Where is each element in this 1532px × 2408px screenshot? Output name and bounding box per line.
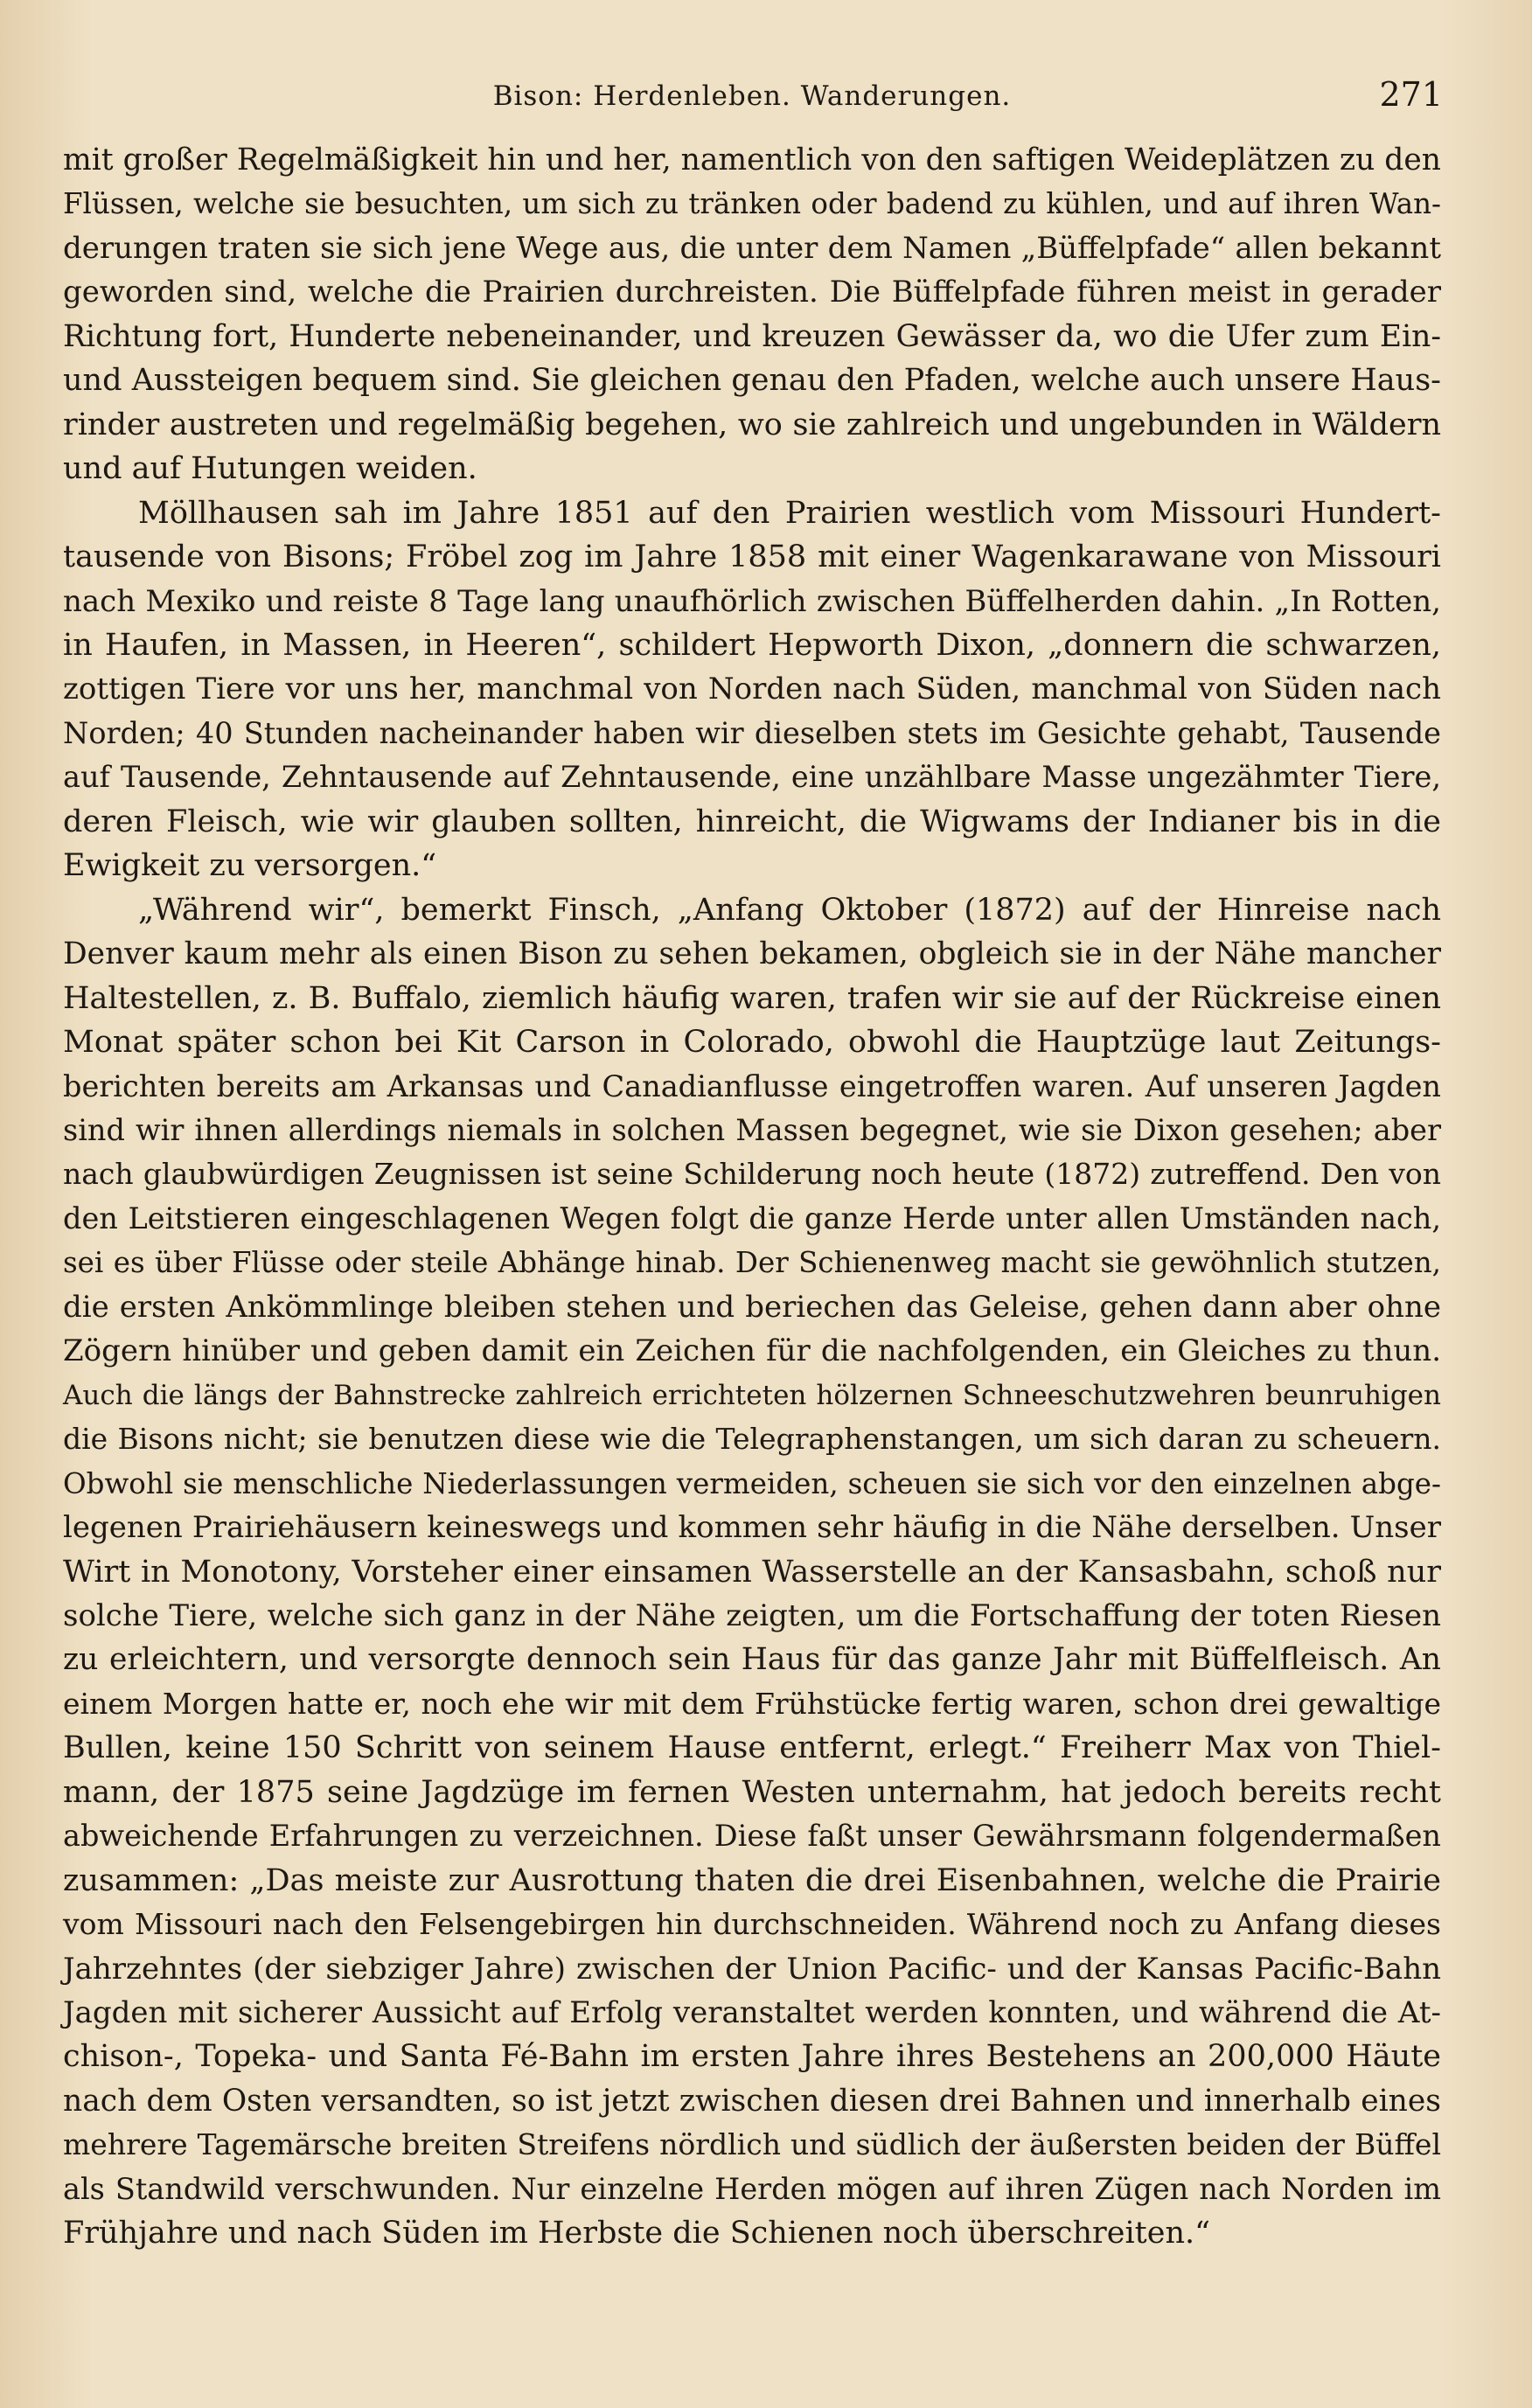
text-line: abweichende Erfahrungen zu verzeichnen. Diese faßt unser Gewährsmann folgendermaßen xyxy=(63,1819,1441,1854)
text-line: Bullen, keine 150 Schritt von seinem Hause entfernt, erlegt.“ Freiherr Max von Thiel- xyxy=(63,1730,1441,1766)
text-line: zottigen Tiere vor uns her, manchmal von Norden nach Süden, manchmal von Süden nach xyxy=(63,672,1441,707)
text-line: Wirt in Monotony, Vorsteher einer einsamen Wasserstelle an der Kansasbahn, schoß nur xyxy=(63,1554,1441,1590)
text-line: rinder austreten und regelmäßig begehen, wo sie zahlreich und ungebunden in Wäldern xyxy=(63,407,1441,442)
running-title: Bison: Herdenleben. Wanderungen. xyxy=(492,80,1012,112)
text-line: Flüssen, welche sie besuchten, um sich zu tränken oder badend zu kühlen, und auf ihren Wan- xyxy=(63,187,1441,221)
text-line: Zögern hinüber und geben damit ein Zeichen für die nachfolgenden, ein Gleiches zu thun. xyxy=(63,1333,1441,1369)
text-line: zusammen: „Das meiste zur Ausrottung thaten die drei Eisenbahnen, welche die Prairie xyxy=(63,1862,1441,1898)
text-line: und Aussteigen bequem sind. Sie gleichen genau den Pfaden, welche auch unsere Haus- xyxy=(63,363,1441,399)
text-line: den Leitstieren eingeschlagenen Wegen folgt die ganze Herde unter allen Umständen nach, xyxy=(63,1201,1441,1235)
text-line: als Standwild verschwunden. Nur einzelne Herden mögen auf ihren Zügen nach Norden im xyxy=(63,2171,1441,2206)
text-line: legenen Prairiehäusern keineswegs und kommen sehr häufig in die Nähe derselben. Unser xyxy=(63,1510,1441,1546)
text-line: zu erleichtern, und versorgte dennoch sein Haus für das ganze Jahr mit Büffelfleisch. An xyxy=(63,1642,1441,1678)
text-line: nach glaubwürdigen Zeugnissen ist seine Schilderung noch heute (1872) zutreffend. Den von xyxy=(63,1157,1441,1192)
paragraph-start-line: „Während wir“, bemerkt Finsch, „Anfang Oktober (1872) auf der Hinreise nach xyxy=(138,892,1441,928)
text-line: sei es über Flüsse oder steile Abhänge hinab. Der Schienenweg macht sie gewöhnlich stutzen, xyxy=(63,1246,1441,1280)
text-line: geworden sind, welche die Prairien durchreisten. Die Büffelpfade führen meist in gerader xyxy=(63,275,1441,310)
paragraph-end-line: Ewigkeit zu versorgen.“ xyxy=(63,848,437,884)
paragraph-end-line: und auf Hutungen weiden. xyxy=(63,451,477,487)
text-line: Norden; 40 Stunden nacheinander haben wir dieselben stets im Gesichte gehabt, Tausende xyxy=(63,715,1441,750)
text-line: Richtung fort, Hunderte nebeneinander, und kreuzen Gewässer da, wo die Ufer zum Ein- xyxy=(63,318,1441,354)
text-line: tausende von Bisons; Fröbel zog im Jahre 1858 mit einer Wagenkarawane von Missouri xyxy=(63,539,1441,575)
text-line: derungen traten sie sich jene Wege aus, die unter dem Namen „Büffelpfade“ allen bekannt xyxy=(63,230,1441,266)
text-line: berichten bereits am Arkansas und Canadianflusse eingetroffen waren. Auf unseren Jagden xyxy=(63,1068,1441,1103)
text-line: mit großer Regelmäßigkeit hin und her, namentlich von den saftigen Weideplätzen zu den xyxy=(63,143,1441,177)
body-text xyxy=(63,138,1441,2256)
text-line: Denver kaum mehr als einen Bison zu sehen bekamen, obgleich sie in der Nähe mancher xyxy=(63,936,1441,972)
text-line: mehrere Tagemärsche breiten Streifens nördlich und südlich der äußersten beiden der Büffel xyxy=(63,2127,1441,2162)
text-line: solche Tiere, welche sich ganz in der Nähe zeigten, um die Fortschaffung der toten Riesen xyxy=(63,1597,1441,1633)
text-line: sind wir ihnen allerdings niemals in solchen Massen begegnet, wie sie Dixon gesehen; aber xyxy=(63,1112,1441,1147)
paragraph-start-line: Möllhausen sah im Jahre 1851 auf den Prairien westlich vom Missouri Hundert- xyxy=(138,495,1441,531)
text-line: Jagden mit sicherer Aussicht auf Erfolg veranstaltet werden konnten, und während die At- xyxy=(63,1995,1441,2031)
text-line: deren Fleisch, wie wir glauben sollten, hinreicht, die Wigwams der Indianer bis in die xyxy=(63,804,1441,839)
text-line: einem Morgen hatte er, noch ehe wir mit dem Frühstücke fertig waren, schon drei gewaltige xyxy=(63,1686,1441,1721)
page-number: 271 xyxy=(1379,75,1443,114)
text-line: Obwohl sie menschliche Niederlassungen vermeiden, scheuen sie sich vor den einzelnen abge- xyxy=(63,1466,1441,1500)
text-line: in Haufen, in Massen, in Heeren“, schildert Hepworth Dixon, „donnern die schwarzen, xyxy=(63,627,1441,663)
text-line: nach dem Osten versandten, so ist jetzt zwischen diesen drei Bahnen und innerhalb eines xyxy=(63,2083,1441,2119)
text-line: vom Missouri nach den Felsengebirgen hin durchschneiden. Während noch zu Anfang dieses xyxy=(63,1907,1441,1942)
text-line: auf Tausende, Zehntausende auf Zehntausende, eine unzählbare Masse ungezähmter Tiere, xyxy=(63,760,1441,795)
text-line: Monat später schon bei Kit Carson in Colorado, obwohl die Hauptzüge laut Zeitungs- xyxy=(63,1025,1441,1061)
text-line: Haltestellen, z. B. Buffalo, ziemlich häufig waren, trafen wir sie auf der Rückreise einen xyxy=(63,980,1441,1016)
paragraph-end-line: Frühjahre und nach Süden im Herbste die Schienen noch überschreiten.“ xyxy=(63,2216,1211,2251)
text-line: Auch die längs der Bahnstrecke zahlreich errichteten hölzernen Schneeschutzwehren beunruhigen xyxy=(63,1379,1441,1411)
text-line: die ersten Ankömmlinge bleiben stehen und beriechen das Geleise, gehen dann aber ohne xyxy=(63,1289,1441,1325)
running-header xyxy=(61,75,1443,124)
text-line: chison-, Topeka- und Santa Fé-Bahn im ersten Jahre ihres Bestehens an 200,000 Häute xyxy=(63,2039,1441,2075)
text-line: die Bisons nicht; sie benutzen diese wie die Telegraphenstangen, um sich daran zu scheuern. xyxy=(63,1422,1441,1457)
text-line: nach Mexiko und reiste 8 Tage lang unaufhörlich zwischen Büffelherden dahin. „In Rotten, xyxy=(63,583,1441,619)
text-line: Jahrzehntes (der siebziger Jahre) zwischen der Union Pacific- und der Kansas Pacific-Bahn xyxy=(63,1951,1441,1987)
text-line: mann, der 1875 seine Jagdzüge im fernen Westen unternahm, hat jedoch bereits recht xyxy=(63,1774,1441,1810)
